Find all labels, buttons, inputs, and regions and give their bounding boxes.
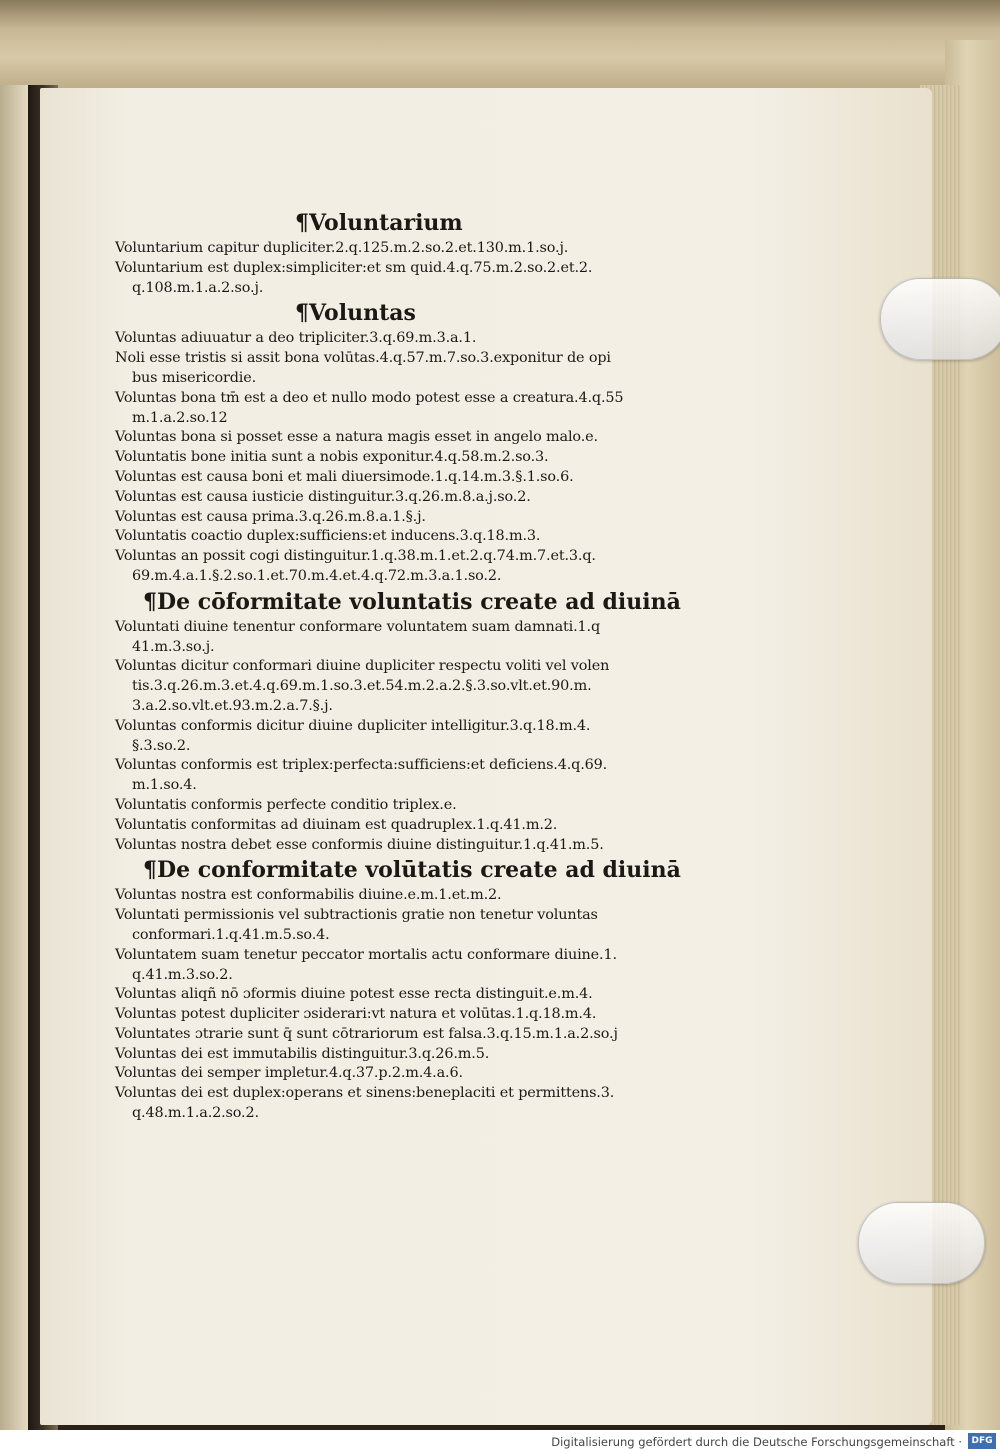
index-entry-continuation: 41.m.3.so.j. [132,638,215,655]
index-entry: Voluntatis bone initia sunt a nobis exponitur.4.q.58.m.2.so.3. [115,449,549,466]
index-text-block [115,208,745,1124]
index-entry-continuation: q.108.m.1.a.2.so.j. [132,279,264,296]
index-entry: Voluntas bona tm̄ est a deo et nullo modo potest esse a creatura.4.q.55 [115,389,624,406]
dfg-logo: DFG [968,1433,996,1449]
index-entry: Noli esse tristis si assit bona volūtas.4.q.57.m.7.so.3.exponitur de opi [115,350,611,367]
index-entry: Voluntas adiuuatur a deo tripliciter.3.q.69.m.3.a.1. [115,330,477,347]
index-entry-continuation: §.3.so.2. [132,737,191,754]
section-heading-text: Voluntarium [309,210,463,236]
index-entry-continuation: bus misericordie. [132,369,257,386]
index-entry: Voluntas est causa prima.3.q.26.m.8.a.1.§.j. [115,508,426,525]
index-entry: Voluntas aliqñ nō ɔformis diuine potest esse recta distinguit.e.m.4. [115,986,593,1003]
index-entry: Voluntarium est duplex:simpliciter:et sm quid.4.q.75.m.2.so.2.et.2. [115,259,593,276]
index-entry-continuation: q.48.m.1.a.2.so.2. [132,1105,259,1122]
section-heading [115,587,745,618]
index-entry-continuation: m.1.so.4. [132,777,197,794]
index-entry: Voluntati diuine tenentur conformare voluntatem suam damnati.1.q [115,618,601,635]
index-entry: Voluntati permissionis vel subtractionis gratie non tenetur voluntas [115,907,598,924]
index-entry: Voluntas an possit cogi distinguitur.1.q.38.m.1.et.2.q.74.m.7.et.3.q. [115,548,596,565]
index-entry: Voluntas potest dupliciter ɔsiderari:vt natura et volūtas.1.q.18.m.4. [115,1006,597,1023]
index-entry-continuation: m.1.a.2.so.12 [132,409,228,426]
index-entry: Voluntas est causa iusticie distinguitur.3.q.26.m.8.a.j.so.2. [115,488,531,505]
book-top-edge [0,0,1000,95]
index-entry-continuation: tis.3.q.26.m.3.et.4.q.69.m.1.so.3.et.54.m.2.a.2.§.3.so.vlt.et.90.m. [132,678,592,695]
index-entry: Voluntas est causa boni et mali diuersimode.1.q.14.m.3.§.1.so.6. [115,468,574,485]
index-entry: Voluntas nostra est conformabilis diuine.e.m.1.et.m.2. [115,887,502,904]
section-heading-text: De conformitate volūtatis create ad diuinā [157,857,681,884]
index-entry: Voluntatis conformis perfecte conditio triplex.e. [115,796,457,813]
pilcrow-icon: ¶ [295,210,309,236]
index-entry: Voluntas conformis dicitur diuine dupliciter intelligitur.3.q.18.m.4. [115,717,591,734]
index-entry: Voluntatem suam tenetur peccator mortalis actu conformare diuine.1. [115,946,617,963]
index-entry: Voluntas dicitur conformari diuine dupliciter respectu voliti vel volen [115,658,610,675]
section-heading [115,855,745,886]
index-entry: Voluntas dei est immutabilis distinguitur.3.q.26.m.5. [115,1045,490,1062]
page-clip-bottom [858,1202,985,1284]
section-heading [115,298,745,329]
index-entry: Voluntas conformis est triplex:perfecta:sufficiens:et deficiens.4.q.69. [115,757,608,774]
index-entry-continuation: 69.m.4.a.1.§.2.so.1.et.70.m.4.et.4.q.72.m.3.a.1.so.2. [132,567,502,584]
section-heading-text: Voluntas [309,300,416,327]
pilcrow-icon: ¶ [143,588,157,615]
index-entry: Voluntates ɔtrarie sunt q̄ sunt cōtrariorum est falsa.3.q.15.m.1.a.2.so.j [115,1025,618,1042]
section-heading-text: De cōformitate voluntatis create ad diuinā [157,588,681,615]
index-entry: Voluntatis coactio duplex:sufficiens:et inducens.3.q.18.m.3. [115,528,541,545]
index-entry: Voluntas nostra debet esse conformis diuine distinguitur.1.q.41.m.5. [115,836,604,853]
index-entry-continuation: 3.a.2.so.vlt.et.93.m.2.a.7.§.j. [132,697,333,714]
funding-credit: Digitalisierung gefördert durch die Deutsche Forschungsgemeinschaft · [551,1435,962,1449]
page-clip-top [880,278,1000,360]
index-entry-continuation: conformari.1.q.41.m.5.so.4. [132,926,330,943]
pilcrow-icon: ¶ [143,857,157,884]
index-entry: Voluntas dei semper impletur.4.q.37.p.2.m.4.a.6. [115,1065,463,1082]
index-entry: Voluntatis conformitas ad diuinam est quadruplex.1.q.41.m.2. [115,816,558,833]
index-entry: Voluntas bona si posset esse a natura magis esset in angelo malo.e. [115,429,598,446]
section-heading [115,208,745,239]
footer-bar [0,1430,1000,1454]
pilcrow-icon: ¶ [295,300,309,327]
index-entry: Voluntarium capitur dupliciter.2.q.125.m.2.so.2.et.130.m.1.so.j. [115,240,569,256]
index-entry-continuation: q.41.m.3.so.2. [132,966,233,983]
index-entry: Voluntas dei est duplex:operans et sinens:beneplaciti et permittens.3. [115,1085,615,1102]
